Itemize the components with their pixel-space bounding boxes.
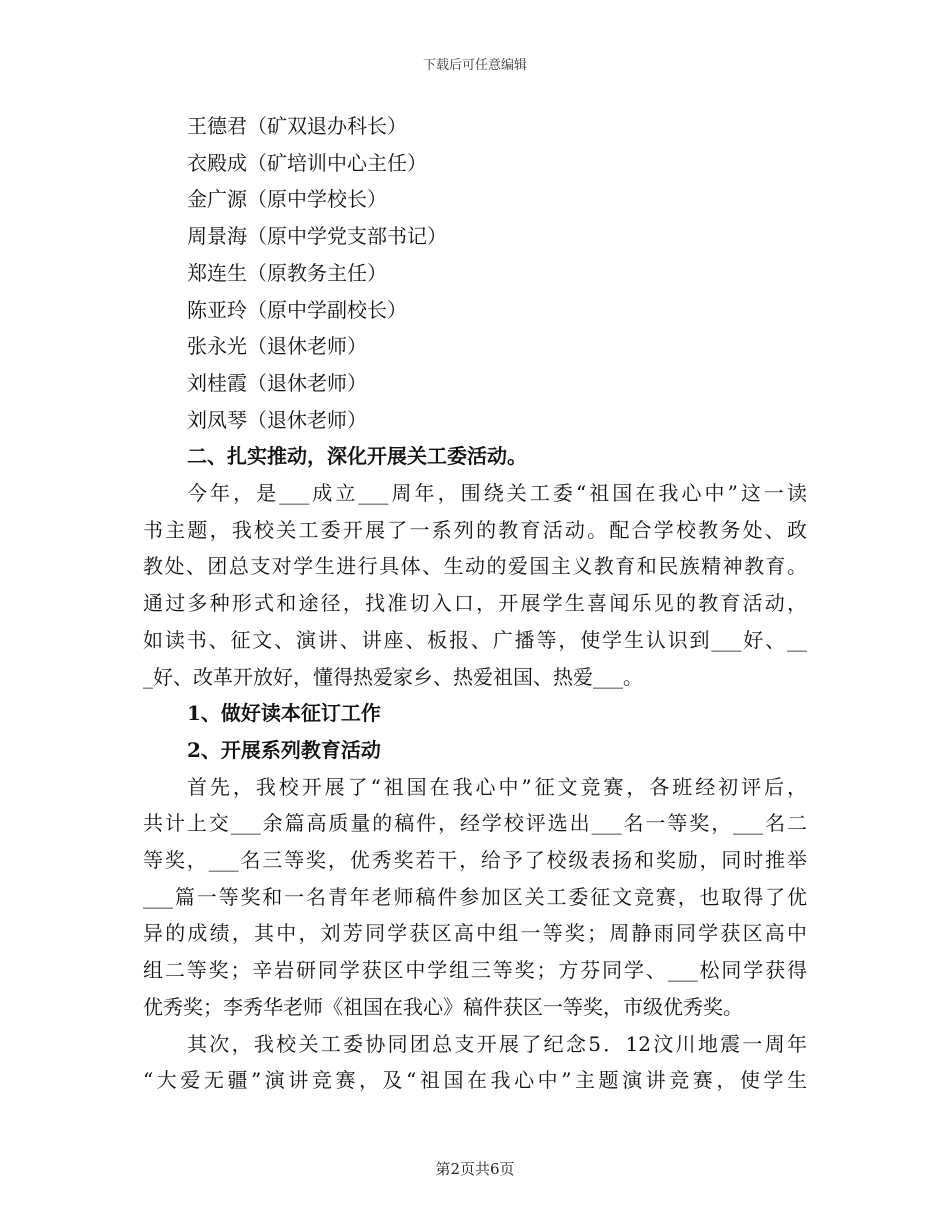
member-line: 郑连生（原教务主任）: [187, 260, 387, 285]
member-line: 陈亚玲（原中学副校长）: [187, 297, 407, 322]
paragraph-line: 其次，我校关工委协同团总支开展了纪念5．12汶川地震一周年: [187, 1031, 807, 1056]
paragraph-line: 异的成绩，其中，刘芳同学获区高中组一等奖；周静雨同学获区高中: [143, 921, 807, 946]
paragraph-line: _好、改革开放好，懂得热爱家乡、热爱祖国、热爱___。: [143, 664, 643, 689]
document-body: [143, 108, 807, 1099]
page-header: 下载后可任意编辑: [422, 58, 527, 73]
paragraph-line: 如读书、征文、演讲、讲座、板报、广播等，使学生认识到___好、__: [143, 627, 807, 652]
member-line: 张永光（退休老师）: [187, 334, 367, 359]
member-line: 周景海（原中学党支部书记）: [187, 224, 447, 249]
section-heading: 二、扎实推动，深化开展关工委活动。: [187, 444, 527, 469]
subheading: 1、做好读本征订工作: [187, 701, 381, 726]
subheading: 2、开展系列教育活动: [187, 737, 381, 762]
member-line: 刘桂霞（退休老师）: [187, 370, 367, 395]
member-line: 金广源（原中学校长）: [187, 187, 387, 212]
paragraph-line: 共计上交___余篇高质量的稿件，经学校评选出___名一等奖，___名二: [143, 811, 807, 836]
paragraph-line: 组二等奖；辛岩研同学获区中学组三等奖；方芬同学、___松同学获得: [143, 958, 807, 983]
paragraph-line: 等奖，___名三等奖，优秀奖若干，给予了校级表扬和奖励，同时推举: [143, 848, 807, 873]
member-line: 刘凤琴（退休老师）: [187, 407, 367, 432]
paragraph-line: 优秀奖；李秀华老师《祖国在我心》稿件获区一等奖，市级优秀奖。: [143, 994, 743, 1019]
paragraph-line: “大爱无疆”演讲竞赛，及“祖国在我心中”主题演讲竞赛，使学生: [143, 1068, 807, 1093]
paragraph-line: 教处、团总支对学生进行具体、生动的爱国主义教育和民族精神教育。: [143, 554, 807, 579]
member-line: 衣殿成（矿培训中心主任）: [187, 150, 427, 175]
page-footer: 第2页共6页: [435, 1160, 515, 1178]
member-line: 王德君（矿双退办科长）: [187, 114, 407, 138]
paragraph-line: 首先，我校开展了“祖国在我心中”征文竞赛，各班经初评后，: [187, 774, 807, 799]
paragraph-line: 通过多种形式和途径，找准切入口，开展学生喜闻乐见的教育活动，: [143, 591, 807, 616]
paragraph-line: ___篇一等奖和一名青年老师稿件参加区关工委征文竞赛，也取得了优: [143, 884, 807, 909]
paragraph-line: 今年，是___成立___周年，围绕关工委“祖国在我心中”这一读: [187, 481, 807, 506]
paragraph-line: 书主题，我校关工委开展了一系列的教育活动。配合学校教务处、政: [143, 517, 807, 542]
